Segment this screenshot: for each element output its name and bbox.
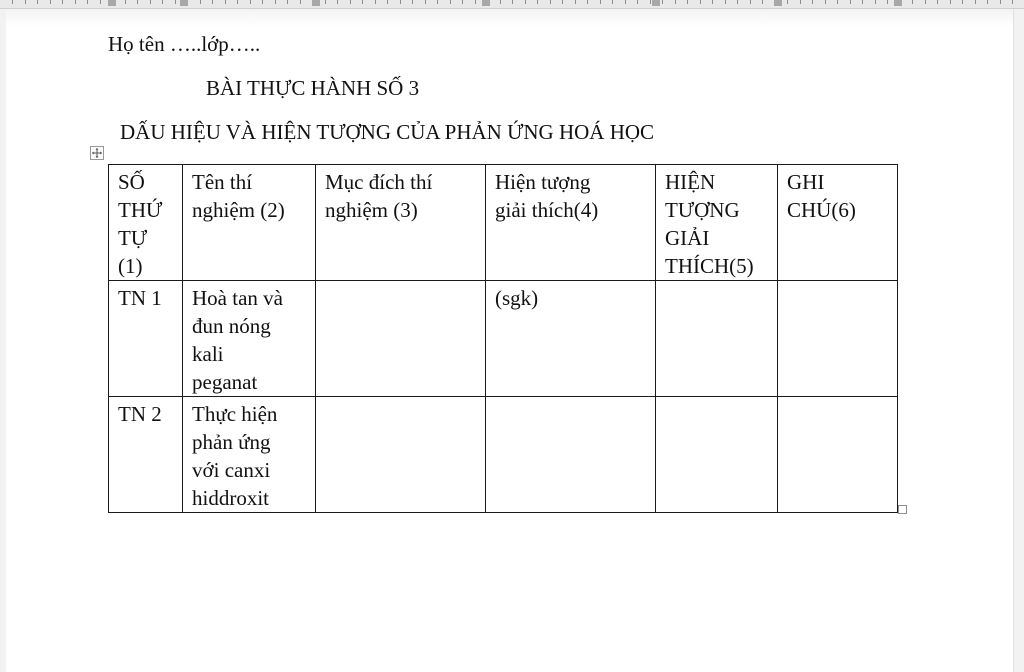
ruler-tick: [737, 0, 738, 4]
ruler-tick: [975, 0, 976, 4]
experiment-table: [108, 164, 898, 513]
ruler-tick: [962, 0, 963, 4]
table-header-row: [109, 165, 898, 281]
ruler-tick: [337, 0, 338, 4]
ruler-tick: [25, 0, 26, 4]
cell-line: kali: [192, 342, 224, 366]
ruler-tick: [275, 0, 276, 4]
cell-line: HIỆN: [665, 170, 716, 194]
table-cell-phenomenon-explanation-caps[interactable]: [656, 397, 778, 513]
ruler-tick: [762, 0, 763, 4]
ruler-tick: [987, 0, 988, 4]
cell-line: nghiệm (2): [192, 198, 285, 222]
ruler-column-marker[interactable]: [312, 0, 320, 6]
ruler-tick: [1000, 0, 1001, 4]
cell-line: GHI: [787, 170, 825, 194]
ruler-tick: [237, 0, 238, 4]
vertical-scrollbar-track[interactable]: [1013, 9, 1024, 672]
practice-title: BÀI THỰC HÀNH SỐ 3: [206, 76, 420, 100]
ruler-tick: [375, 0, 376, 4]
student-name-class-line: Họ tên …..lớp…..: [108, 32, 261, 56]
ruler-tick: [325, 0, 326, 4]
table-cell-index[interactable]: [109, 281, 183, 397]
ruler-tick: [37, 0, 38, 4]
cell-line: THÍCH(5): [665, 254, 754, 278]
ruler-tick: [562, 0, 563, 4]
header-cell-phenomenon-explanation-caps[interactable]: [656, 165, 778, 281]
cell-line: nghiệm (3): [325, 198, 418, 222]
ruler-tick: [575, 0, 576, 4]
ruler-tick: [200, 0, 201, 4]
ruler-tick: [812, 0, 813, 4]
table-cell-phenomenon-explanation[interactable]: [486, 397, 656, 513]
ruler-tick: [262, 0, 263, 4]
ruler-tick: [100, 0, 101, 4]
ruler-tick: [587, 0, 588, 4]
cell-line: giải thích(4): [495, 198, 599, 222]
ruler-tick: [212, 0, 213, 4]
document-heading: DẤU HIỆU VÀ HIỆN TƯỢNG CỦA PHẢN ỨNG HOÁ HỌC: [120, 120, 655, 144]
cell-line: peganat: [192, 370, 258, 394]
table-cell-phenomenon-explanation[interactable]: [486, 281, 656, 397]
ruler-tick: [287, 0, 288, 4]
ruler-column-marker[interactable]: [108, 0, 116, 6]
cell-line: (sgk): [495, 286, 539, 310]
cell-line: THỨ: [118, 198, 163, 222]
ruler-tick: [462, 0, 463, 4]
cell-line: hiddroxit: [192, 486, 269, 510]
ruler-tick: [150, 0, 151, 4]
table-cell-notes[interactable]: [778, 281, 898, 397]
cell-line: Mục đích thí: [325, 170, 433, 194]
page-margin-left: [0, 9, 6, 672]
ruler-tick: [437, 0, 438, 4]
ruler-tick: [625, 0, 626, 4]
ruler-tick: [412, 0, 413, 4]
ruler-tick: [362, 0, 363, 4]
header-cell-purpose[interactable]: [316, 165, 486, 281]
ruler-column-marker[interactable]: [180, 0, 188, 6]
ruler-tick: [725, 0, 726, 4]
header-cell-experiment-name[interactable]: [183, 165, 316, 281]
ruler-tick: [137, 0, 138, 4]
ruler-tick: [600, 0, 601, 4]
cell-line: TỰ: [118, 226, 148, 250]
ruler-tick: [175, 0, 176, 4]
ruler-tick: [800, 0, 801, 4]
table-cell-index[interactable]: [109, 397, 183, 513]
ruler-tick: [787, 0, 788, 4]
ruler-tick: [125, 0, 126, 4]
table-cell-purpose[interactable]: [316, 397, 486, 513]
table-cell-experiment-name[interactable]: [183, 281, 316, 397]
ruler-tick: [612, 0, 613, 4]
table-cell-purpose[interactable]: [316, 281, 486, 397]
ruler-column-marker[interactable]: [894, 0, 902, 6]
ruler-tick: [87, 0, 88, 4]
ruler-tick: [550, 0, 551, 4]
ruler-tick: [875, 0, 876, 4]
ruler-tick: [950, 0, 951, 4]
ruler-tick: [500, 0, 501, 4]
header-cell-notes[interactable]: [778, 165, 898, 281]
ruler-column-marker[interactable]: [482, 0, 490, 6]
ruler-tick: [750, 0, 751, 4]
cell-line: Hoà tan và: [192, 286, 283, 310]
header-cell-index[interactable]: [109, 165, 183, 281]
ruler-tick: [62, 0, 63, 4]
ruler-tick: [425, 0, 426, 4]
ruler-tick: [700, 0, 701, 4]
table-row: [109, 281, 898, 397]
ruler-tick: [12, 0, 13, 4]
table-cell-experiment-name[interactable]: [183, 397, 316, 513]
horizontal-ruler[interactable]: [0, 0, 1024, 9]
page-top-shadow: [0, 9, 1024, 27]
cell-line: CHÚ(6): [787, 198, 856, 222]
ruler-tick: [825, 0, 826, 4]
ruler-tick: [675, 0, 676, 4]
ruler-tick: [662, 0, 663, 4]
ruler-tick: [1012, 0, 1013, 4]
ruler-tick: [450, 0, 451, 4]
ruler-tick: [912, 0, 913, 4]
cell-line: Tên thí: [192, 170, 253, 194]
ruler-tick: [475, 0, 476, 4]
ruler-tick: [400, 0, 401, 4]
ruler-tick: [250, 0, 251, 4]
ruler-tick: [300, 0, 301, 4]
ruler-tick: [637, 0, 638, 4]
ruler-tick: [537, 0, 538, 4]
cell-line: TƯỢNG: [665, 198, 740, 222]
table-cell-notes[interactable]: [778, 397, 898, 513]
table-row: [109, 397, 898, 513]
ruler-tick: [712, 0, 713, 4]
ruler-tick: [75, 0, 76, 4]
ruler-tick: [387, 0, 388, 4]
cell-line: (1): [118, 254, 143, 278]
ruler-tick: [162, 0, 163, 4]
ruler-tick: [512, 0, 513, 4]
ruler-tick: [937, 0, 938, 4]
cell-line: GIẢI: [665, 226, 710, 250]
ruler-tick: [887, 0, 888, 4]
ruler-tick: [862, 0, 863, 4]
ruler-column-marker[interactable]: [774, 0, 782, 6]
cell-line: Hiện tượng: [495, 170, 591, 194]
ruler-tick: [650, 0, 651, 4]
ruler-tick: [687, 0, 688, 4]
ruler-column-marker[interactable]: [652, 0, 660, 6]
ruler-tick: [50, 0, 51, 4]
header-cell-phenomenon-explanation[interactable]: [486, 165, 656, 281]
cell-line: với canxi: [192, 458, 271, 482]
ruler-tick: [850, 0, 851, 4]
resize-handle-icon[interactable]: [898, 505, 907, 514]
table-cell-phenomenon-explanation-caps[interactable]: [656, 281, 778, 397]
move-cross-icon[interactable]: [90, 146, 104, 160]
ruler-tick: [225, 0, 226, 4]
ruler-tick: [837, 0, 838, 4]
ruler-tick: [925, 0, 926, 4]
cell-line: TN 1: [118, 286, 162, 310]
cell-line: SỐ: [118, 170, 145, 194]
cell-line: đun nóng: [192, 314, 271, 338]
cell-line: Thực hiện: [192, 402, 278, 426]
cell-line: TN 2: [118, 402, 162, 426]
cell-line: phản ứng: [192, 430, 271, 454]
ruler-tick: [525, 0, 526, 4]
ruler-tick: [350, 0, 351, 4]
